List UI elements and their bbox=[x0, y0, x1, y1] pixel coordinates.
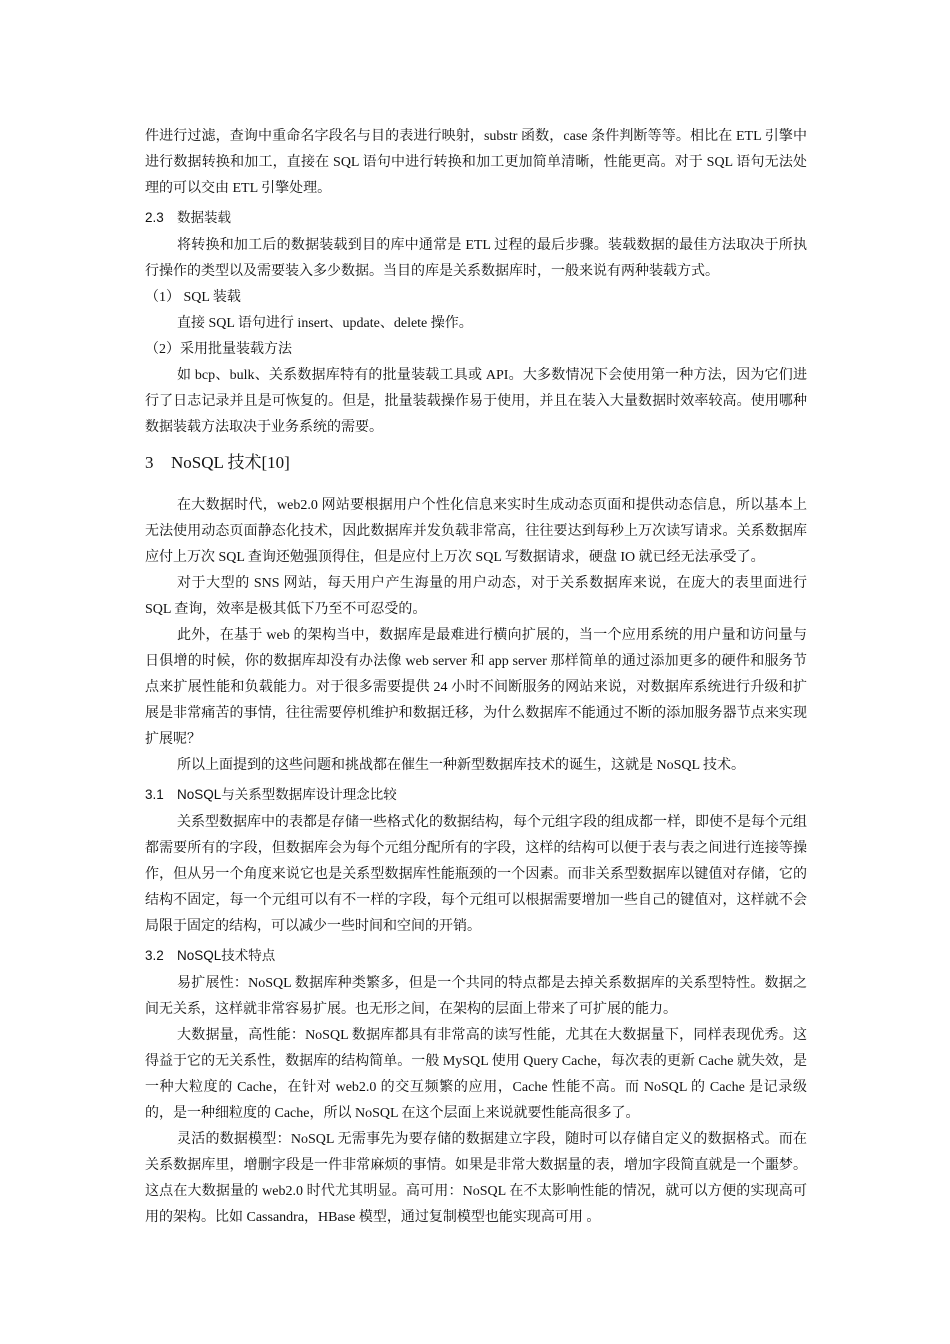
list-item-bulk-loading: （2）采用批量装载方法 bbox=[145, 342, 292, 357]
section-heading-3-1 bbox=[145, 782, 807, 808]
section-number: 3 bbox=[145, 453, 154, 472]
paragraph-sql-loading: 直接 SQL 语句进行 insert、update、delete 操作。 bbox=[177, 316, 473, 331]
paragraph-flexible-model: 灵活的数据模型：NoSQL 无需事先为要存储的数据建立字段，随时可以存储自定义的数据格式。而在关系数据库里，增删字段是一件非常麻烦的事情。如果是非常大数据量的表，增加字段简直就是一个噩梦。这点在大数据量的 web2.0 时代尤其明显。高可用：NoSQL 在不太影响性能的情况，就可以方便的实现高可用的架构。比如 Cassandra，HBase 模型，通过复制模型也能实现高可用 。 bbox=[145, 1132, 807, 1225]
paragraph-etl-transform-end: 件进行过滤，查询中重命名字段名与目的表进行映射，substr 函数，case 条件判断等等。相比在 ETL 引擎中进行数据转换和加工，直接在 SQL 语句中进行转换和加工更加简单清晰，性能更高。对于 SQL 语句无法处理的可以交由 ETL 引擎处理。 bbox=[145, 129, 807, 196]
section-heading-3-2 bbox=[145, 943, 807, 969]
section-title: NoSQL 技术[10] bbox=[171, 453, 290, 472]
section-number: 3.1 bbox=[145, 787, 164, 802]
section-number: 3.2 bbox=[145, 948, 164, 963]
section-heading-3 bbox=[145, 449, 807, 477]
paragraph-sns: 对于大型的 SNS 网站，每天用户产生海量的用户动态，对于关系数据库来说，在庞大的表里面进行 SQL 查询，效率是极其低下乃至不可忍受的。 bbox=[145, 576, 807, 617]
paragraph-performance: 大数据量，高性能：NoSQL 数据库都具有非常高的读写性能，尤其在大数据量下，同样表现优秀。这得益于它的无关系性，数据库的结构简单。一般 MySQL 使用 Query Cache，每次表的更新 Cache 就失效，是一种大粒度的 Cache，在针对 web2.0 的交互频繁的应用，Cache 性能不高。而 NoSQL 的 Cache 是记录级的，是一种细粒度的 Cache，所以 NoSQL 在这个层面上来说就要性能高很多了。 bbox=[145, 1028, 807, 1121]
list-item-sql-loading: （1） SQL 装载 bbox=[145, 290, 241, 305]
paragraph-design-comparison: 关系型数据库中的表都是存储一些格式化的数据结构，每个元组字段的组成都一样，即使不是每个元组都需要所有的字段，但数据库会为每个元组分配所有的字段，这样的结构可以便于表与表之间进行连接等操作，但从另一个角度来说它也是关系型数据库性能瓶颈的一个因素。而非关系型数据库以键值对存储，它的结构不固定，每一个元组可以有不一样的字段，每个元组可以根据需要增加一些自己的键值对，这样就不会局限于固定的结构，可以减少一些时间和空间的开销。 bbox=[145, 815, 807, 934]
section-title: NoSQL与关系型数据库设计理念比较 bbox=[177, 787, 397, 802]
section-heading-2-3 bbox=[145, 205, 807, 231]
paragraph-scalability: 易扩展性：NoSQL 数据库种类繁多，但是一个共同的特点都是去掉关系数据库的关系型特性。数据之间无关系，这样就非常容易扩展。也无形之间，在架构的层面上带来了可扩展的能力。 bbox=[145, 976, 807, 1017]
paragraph-bigdata-era: 在大数据时代，web2.0 网站要根据用户个性化信息来实时生成动态页面和提供动态信息，所以基本上无法使用动态页面静态化技术，因此数据库并发负载非常高，往往要达到每秒上万次读写请求。关系数据库应付上万次 SQL 查询还勉强顶得住，但是应付上万次 SQL 写数据请求，硬盘 IO 就已经无法承受了。 bbox=[145, 498, 807, 565]
section-number: 2.3 bbox=[145, 210, 164, 225]
paragraph-nosql-birth: 所以上面提到的这些问题和挑战都在催生一种新型数据库技术的诞生，这就是 NoSQL 技术。 bbox=[177, 758, 746, 773]
paragraph-scaling: 此外，在基于 web 的架构当中，数据库是最难进行横向扩展的，当一个应用系统的用户量和访问量与日俱增的时候，你的数据库却没有办法像 web server 和 app server 那样简单的通过添加更多的硬件和服务节点来扩展性能和负载能力。对于很多需要提供 24 小时不间断服务的网站来说，对数据库系统进行升级和扩展是非常痛苦的事情，往往需要停机维护和数据迁移，为什么数据库不能通过不断的添加服务器节点来实现扩展呢？ bbox=[145, 628, 807, 747]
section-title: 数据装载 bbox=[177, 210, 231, 225]
document-page bbox=[145, 124, 807, 1231]
section-title: NoSQL技术特点 bbox=[177, 948, 276, 963]
paragraph-data-loading: 将转换和加工后的数据装载到目的库中通常是 ETL 过程的最后步骤。装载数据的最佳方法取决于所执行操作的类型以及需要装入多少数据。当目的库是关系数据库时，一般来说有两种装载方式。 bbox=[145, 238, 807, 279]
paragraph-bulk-loading: 如 bcp、bulk、关系数据库特有的批量装载工具或 API。大多数情况下会使用第一种方法，因为它们进行了日志记录并且是可恢复的。但是，批量装载操作易于使用，并且在装入大量数据时效率较高。使用哪种数据装载方法取决于业务系统的需要。 bbox=[145, 368, 807, 435]
